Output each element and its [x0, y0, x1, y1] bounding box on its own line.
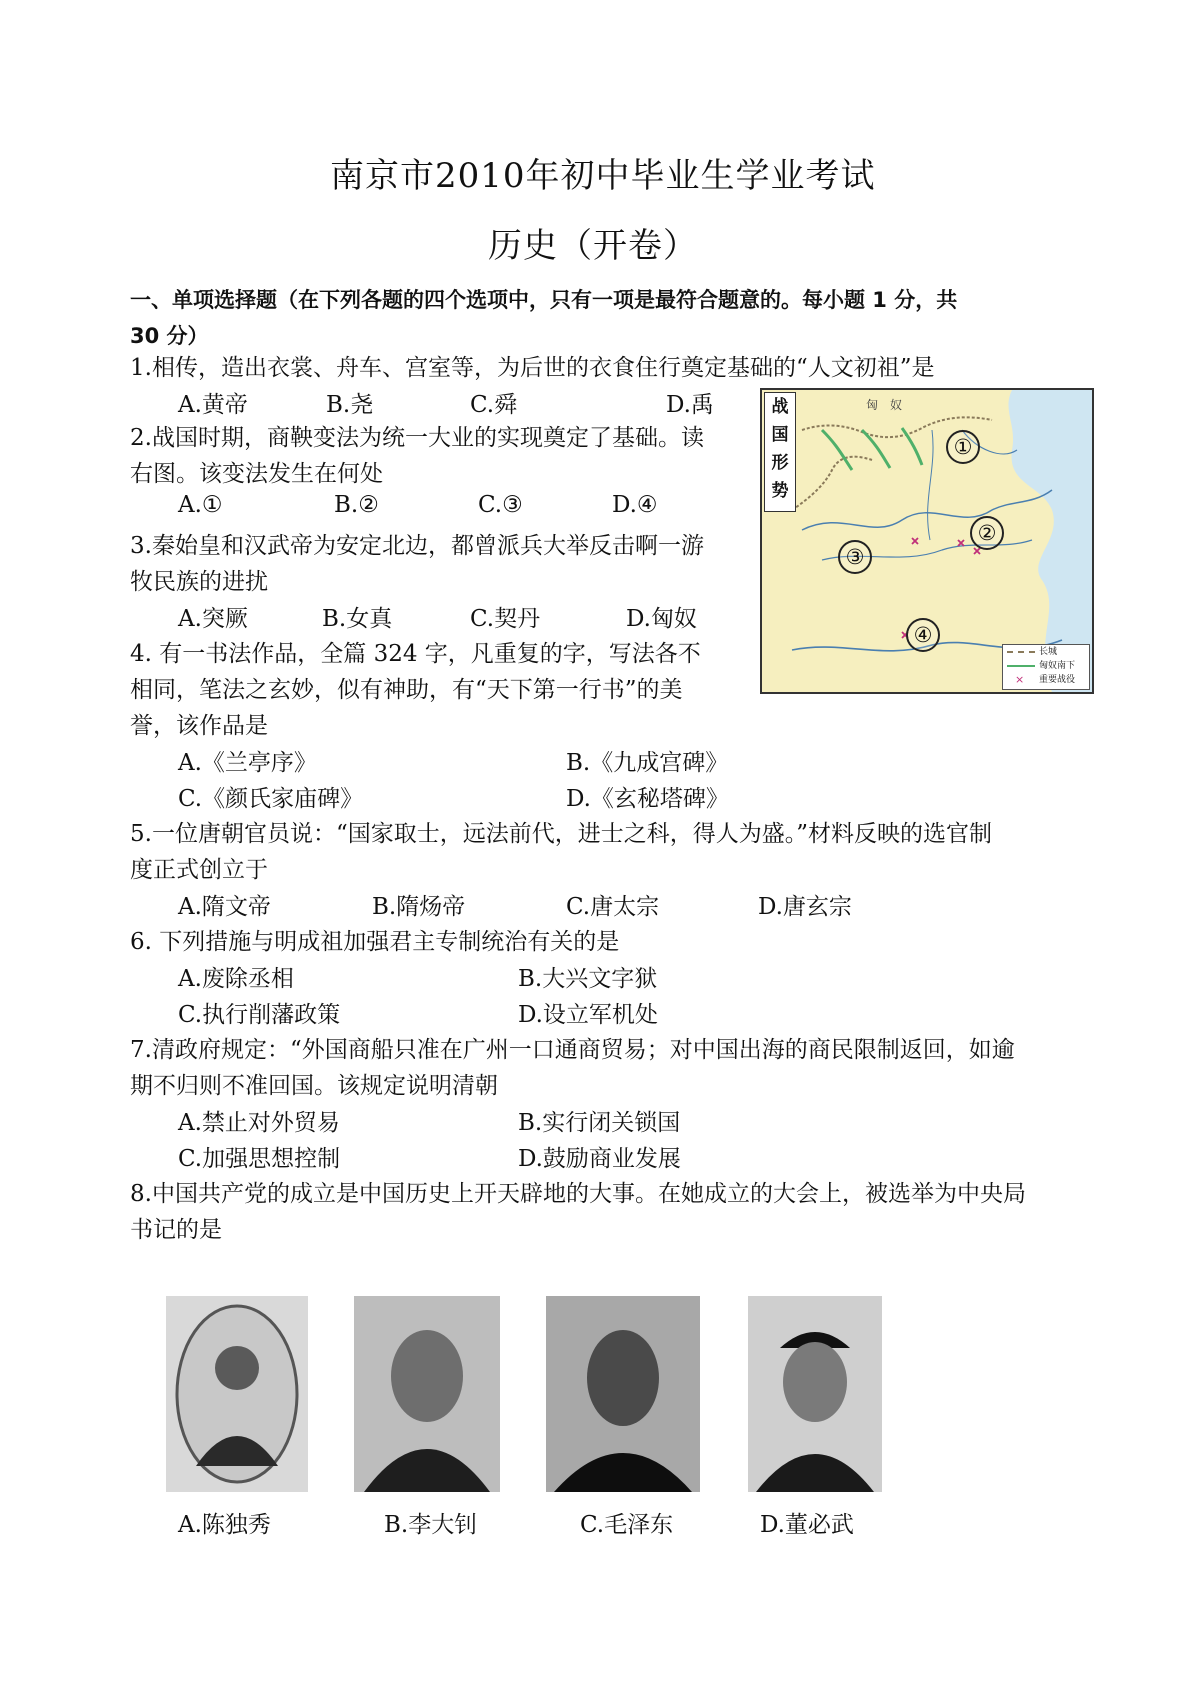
q1-option-c: C.舜	[470, 392, 518, 418]
q2-stem-line1: 2.战国时期，商鞅变法为统一大业的实现奠定了基础。读	[130, 425, 704, 451]
section-heading-line1: 一、单项选择题（在下列各题的四个选项中，只有一项是最符合题意的。每小题 1 分，共	[130, 288, 958, 312]
q7-option-c: C.加强思想控制	[178, 1146, 341, 1172]
q3-option-a: A.突厥	[178, 606, 248, 632]
q5-option-c: C.唐太宗	[566, 894, 660, 920]
q4-stem-line1: 4. 有一书法作品，全篇 324 字，凡重复的字，写法各不	[130, 641, 701, 667]
q6-option-c: C.执行削藩政策	[178, 1002, 341, 1028]
warring-states-map	[760, 388, 1094, 694]
q4-stem-line3: 誉，该作品是	[130, 713, 268, 739]
q7-option-b: B.实行闭关锁国	[518, 1110, 681, 1136]
q5-stem-line2: 度正式创立于	[130, 857, 268, 883]
q6-option-b: B.大兴文字狱	[518, 966, 658, 992]
q3-stem-line1: 3.秦始皇和汉武帝为安定北边，都曾派兵大举反击啊一游	[130, 533, 704, 559]
map-marker-2: ②	[970, 516, 1004, 550]
section-heading-line2: 30 分）	[130, 324, 209, 348]
q6-stem: 6. 下列措施与明成祖加强君主专制统治有关的是	[130, 929, 620, 955]
map-title: 战 国 形 势	[764, 392, 796, 512]
legend-item-wall: 长城	[1003, 645, 1089, 659]
yellow-river	[802, 490, 1052, 530]
q4-option-b: B.《九成宫碑》	[566, 750, 729, 776]
q6-option-a: A.废除丞相	[178, 966, 294, 992]
q8-stem-line1: 8.中国共产党的成立是中国历史上开天辟地的大事。在她成立的大会上，被选举为中央局	[130, 1181, 1026, 1207]
q7-option-d: D.鼓励商业发展	[518, 1146, 681, 1172]
q3-stem-line2: 牧民族的进扰	[130, 569, 268, 595]
q7-stem-line1: 7.清政府规定：“外国商船只准在广州一口通商贸易；对中国出海的商民限制返回，如逾	[130, 1037, 1015, 1063]
q1-option-d: D.禹	[666, 392, 714, 418]
q1-stem: 1.相传，造出衣裳、舟车、宫室等，为后世的衣食住行奠定基础的“人文初祖”是	[130, 355, 935, 381]
q2-option-a: A.①	[178, 492, 223, 518]
q4-option-d: D.《玄秘塔碑》	[566, 786, 729, 812]
region-label: 匈 奴	[866, 398, 903, 412]
q2-option-c: C.③	[478, 492, 523, 518]
map-marker-1: ①	[946, 430, 980, 464]
legend-item-arrow: 匈奴南下	[1003, 659, 1089, 673]
xiongnu-arrow	[822, 430, 852, 470]
q7-stem-line2: 期不归则不准回国。该规定说明清朝	[130, 1073, 498, 1099]
q8-stem-line2: 书记的是	[130, 1217, 222, 1243]
battle-mark	[912, 538, 918, 544]
q5-stem-line1: 5.一位唐朝官员说：“国家取士，远法前代，进士之科，得人为盛。”材料反映的选官制	[130, 821, 992, 847]
q8-option-d: D.董必武	[760, 1512, 854, 1538]
q1-option-b: B.尧	[326, 392, 374, 418]
q8-option-b: B.李大钊	[384, 1512, 478, 1538]
q4-option-c: C.《颜氏家庙碑》	[178, 786, 364, 812]
q6-option-d: D.设立军机处	[518, 1002, 658, 1028]
q2-option-b: B.②	[334, 492, 379, 518]
q2-stem-line2: 右图。该变法发生在何处	[130, 461, 383, 487]
map-marker-3: ③	[838, 540, 872, 574]
map-legend	[1002, 644, 1090, 690]
portrait-photo-chen-duxiu	[166, 1296, 308, 1492]
portrait-photo-mao-zedong	[546, 1296, 700, 1492]
portrait-photo-li-dazhao	[354, 1296, 500, 1492]
map-marker-4: ④	[906, 618, 940, 652]
q4-option-a: A.《兰亭序》	[178, 750, 317, 776]
q8-option-a: A.陈独秀	[178, 1512, 271, 1538]
battle-mark	[958, 540, 964, 546]
q5-option-a: A.隋文帝	[178, 894, 271, 920]
q3-option-b: B.女真	[322, 606, 393, 632]
q7-option-a: A.禁止对外贸易	[178, 1110, 340, 1136]
q5-option-d: D.唐玄宗	[758, 894, 852, 920]
exam-title: 南京市2010年初中毕业生学业考试	[330, 156, 876, 196]
q1-option-a: A.黄帝	[178, 392, 248, 418]
q3-option-d: D.匈奴	[626, 606, 697, 632]
q8-option-c: C.毛泽东	[580, 1512, 674, 1538]
legend-item-battle: × 重要战役	[1015, 673, 1076, 686]
q4-stem-line2: 相同，笔法之玄妙，似有神助，有“天下第一行书”的美	[130, 677, 683, 703]
exam-subtitle: 历史（开卷）	[488, 226, 698, 266]
q3-option-c: C.契丹	[470, 606, 541, 632]
portrait-photo-dong-biwu	[748, 1296, 882, 1492]
q2-option-d: D.④	[612, 492, 658, 518]
battle-mark	[974, 548, 980, 554]
q5-option-b: B.隋炀帝	[372, 894, 466, 920]
